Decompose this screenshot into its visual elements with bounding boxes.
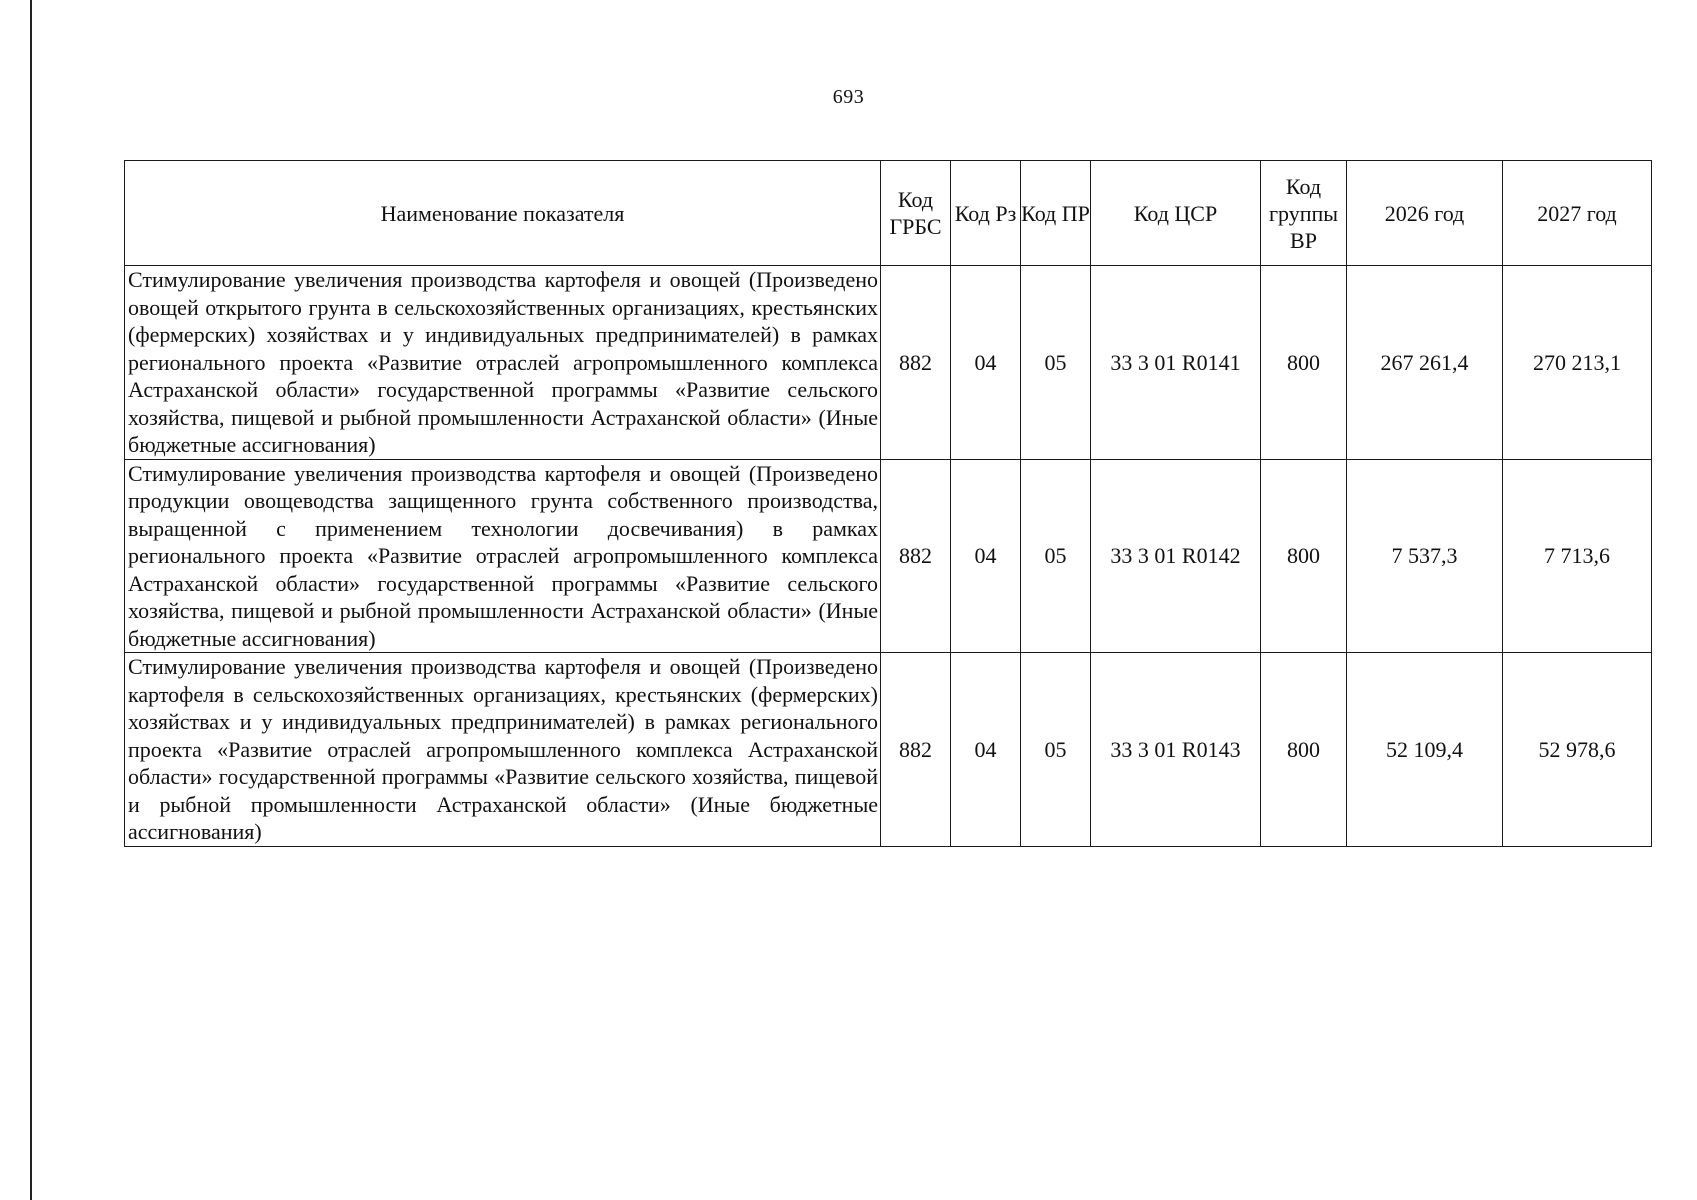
row-name: Стимулирование увеличения производства картофеля и овощей (Произведено овощей открытого грунта в сельскохозяйственных организациях, крестьянских (фермерских) хозяйствах и у индивидуальных предпринимателей) в рамках регионального проекта «Развитие отраслей агропромышленного комплекса Астраханской области» государственной программы «Развитие сельского хозяйства, пищевой и рыбной промышленности Астраханской области» (Иные бюджетные ассигнования) <box>125 266 881 460</box>
row-grbs: 882 <box>881 266 951 460</box>
row-2026: 7 537,3 <box>1347 459 1503 653</box>
row-2026: 267 261,4 <box>1347 266 1503 460</box>
header-rz: Код Рз <box>951 161 1021 266</box>
header-vr: Код группы ВР <box>1261 161 1347 266</box>
table-row <box>125 653 1652 847</box>
row-csr: 33 3 01 R0141 <box>1091 266 1261 460</box>
row-name: Стимулирование увеличения производства картофеля и овощей (Произведено продукции овощеводства защищенного грунта собственного производства, выращенной с применением технологии досвечивания) в рамках регионального проекта «Развитие отраслей агропромышленного комплекса Астраханской области» государственной программы «Развитие сельского хозяйства, пищевой и рыбной промышленности Астраханской области» (Иные бюджетные ассигнования) <box>125 459 881 653</box>
header-name: Наименование показателя <box>125 161 881 266</box>
scan-edge-line <box>30 0 32 1200</box>
row-vr: 800 <box>1261 459 1347 653</box>
row-rz: 04 <box>951 266 1021 460</box>
row-2026: 52 109,4 <box>1347 653 1503 847</box>
header-2026: 2026 год <box>1347 161 1503 266</box>
row-vr: 800 <box>1261 653 1347 847</box>
budget-table <box>124 160 1652 847</box>
page-number: 693 <box>832 86 865 108</box>
row-csr: 33 3 01 R0142 <box>1091 459 1261 653</box>
row-grbs: 882 <box>881 653 951 847</box>
row-rz: 04 <box>951 653 1021 847</box>
table-header-row <box>125 161 1652 266</box>
row-pr: 05 <box>1021 266 1091 460</box>
row-2027: 52 978,6 <box>1503 653 1652 847</box>
header-grbs: Код ГРБС <box>881 161 951 266</box>
row-2027: 7 713,6 <box>1503 459 1652 653</box>
row-2027: 270 213,1 <box>1503 266 1652 460</box>
row-csr: 33 3 01 R0143 <box>1091 653 1261 847</box>
table-row <box>125 459 1652 653</box>
row-pr: 05 <box>1021 653 1091 847</box>
row-pr: 05 <box>1021 459 1091 653</box>
row-vr: 800 <box>1261 266 1347 460</box>
header-csr: Код ЦСР <box>1091 161 1261 266</box>
header-pr: Код ПР <box>1021 161 1091 266</box>
row-grbs: 882 <box>881 459 951 653</box>
row-name: Стимулирование увеличения производства картофеля и овощей (Произведено картофеля в сельскохозяйственных организациях, крестьянских (фермерских) хозяйствах и у индивидуальных предпринимателей) в рамках регионального проекта «Развитие отраслей агропромышленного комплекса Астраханской области» государственной программы «Развитие сельского хозяйства, пищевой и рыбной промышленности Астраханской области» (Иные бюджетные ассигнования) <box>125 653 881 847</box>
header-2027: 2027 год <box>1503 161 1652 266</box>
table-row <box>125 266 1652 460</box>
row-rz: 04 <box>951 459 1021 653</box>
